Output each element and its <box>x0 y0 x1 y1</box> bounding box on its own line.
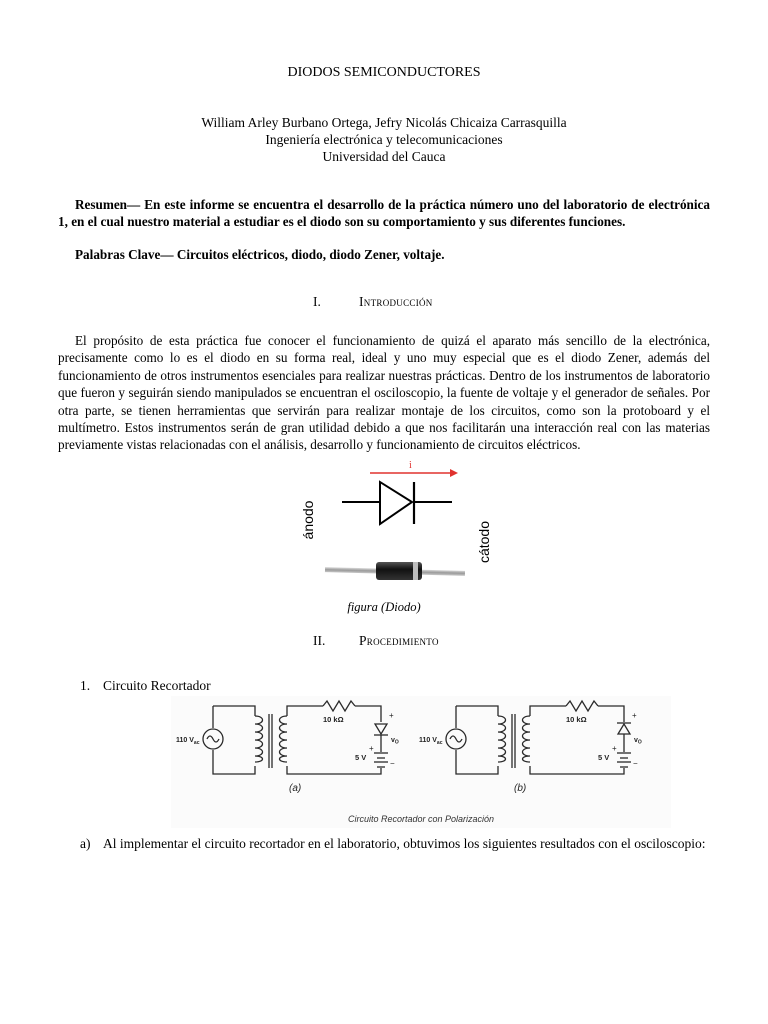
source-label-a: 110 $V_{ac}$ <box>176 737 200 746</box>
battery-label-b: 5 V <box>598 753 610 762</box>
figure-caption-diode: figura (Diodo) <box>347 600 421 614</box>
resistor-label-a: 10 kΩ <box>323 715 344 724</box>
diode-b <box>618 724 630 734</box>
cathode-band <box>413 562 418 580</box>
diode-a <box>375 724 387 734</box>
primary-coil-b <box>498 716 506 762</box>
resistor-label-b: 10 kΩ <box>566 715 587 724</box>
circuit-b <box>446 701 631 774</box>
out-label-b: $v_O$ <box>634 737 642 746</box>
introduction-body: El propósito de esta práctica fue conocer el funcionamiento de quizá el aparato más sencillo de la electrónica, precisamente como lo es el diodo en su forma real, ideal y uno muy especial que es el diodo Zener, además del funcionamiento de otros instrumentos esenciales para realizar nuestras prácticas. Dentro de los instrumentos de laboratorio que fueron y seguirán siendo manipulados se encuentran el osciloscopio, la fuente de voltaje y el generador de señales. Por otra parte, se tienen herramientas que servirán para realizar montaje de los circuitos, como son la protoboard y el multímetro. Estos instrumentos serán de gran utilidad debido a que nos facilitarán una interacción real con las materias previamente vistas relacionadas con el análisis, desarrollo y funcionamiento de circuitos eléctricos. <box>58 333 710 453</box>
university: Universidad del Cauca <box>322 149 446 164</box>
section-number: II. <box>313 633 326 648</box>
out-minus-b: − <box>633 759 638 768</box>
section-title: Procedimiento <box>359 633 439 648</box>
secondary-coil-b <box>523 716 531 762</box>
circuit-a <box>203 701 388 774</box>
cathode-label: cátodo <box>476 520 492 564</box>
battery-label-a: 5 V <box>355 753 367 762</box>
authors: William Arley Burbano Ortega, Jefry Nicolás Chicaiza Carrasquilla <box>201 115 567 130</box>
section-heading-introduccion <box>0 294 768 312</box>
sub-item-marker: a) <box>80 836 91 851</box>
keywords: Palabras Clave— Circuitos eléctricos, diodo, diodo Zener, voltaje. <box>75 247 445 262</box>
clipper-circuit-figure <box>171 696 671 828</box>
clipper-circuit-diagram <box>171 696 671 828</box>
resistor-b <box>566 701 598 711</box>
list-item-text: Circuito Recortador <box>103 678 211 693</box>
program: Ingeniería electrónica y telecomunicaciones <box>265 132 503 147</box>
primary-coil-a <box>255 716 263 762</box>
out-label-a: $v_O$ <box>391 737 399 746</box>
battery-plus-b: + <box>612 744 617 753</box>
out-plus-b: + <box>632 711 637 720</box>
out-plus-a: + <box>389 711 394 720</box>
label-b: (b) <box>514 783 527 794</box>
sub-item-text: Al implementar el circuito recortador en el laboratorio, obtuvimos los siguientes resultados con el osciloscopio: <box>103 836 706 851</box>
section-number: I. <box>313 294 321 309</box>
section-title: Introducción <box>359 294 433 309</box>
current-arrow-head <box>450 469 458 477</box>
author-block <box>0 114 768 165</box>
resistor-a <box>323 701 355 711</box>
abstract: Resumen— En este informe se encuentra el desarrollo de la práctica número uno del laboratorio de electrónica 1, en el cual nuestro material a estudiar es el diodo son su comportamiento y sus diferentes funciones. <box>58 197 710 230</box>
label-a: (a) <box>289 783 302 794</box>
section-heading-procedimiento <box>0 633 768 651</box>
list-item-number: 1. <box>80 678 91 693</box>
diode-figure <box>290 458 510 588</box>
circuit-caption: Circuito Recortador con Polarización <box>347 814 495 824</box>
out-minus-a: − <box>390 759 395 768</box>
source-label-b: 110 $V_{ac}$ <box>419 737 443 746</box>
secondary-coil-a <box>280 716 288 762</box>
anode-label: ánodo <box>300 500 316 540</box>
battery-plus-a: + <box>369 744 374 753</box>
diode-triangle <box>380 482 412 524</box>
current-label: i <box>409 460 412 471</box>
paper-title: DIODOS SEMICONDUCTORES <box>287 65 481 80</box>
